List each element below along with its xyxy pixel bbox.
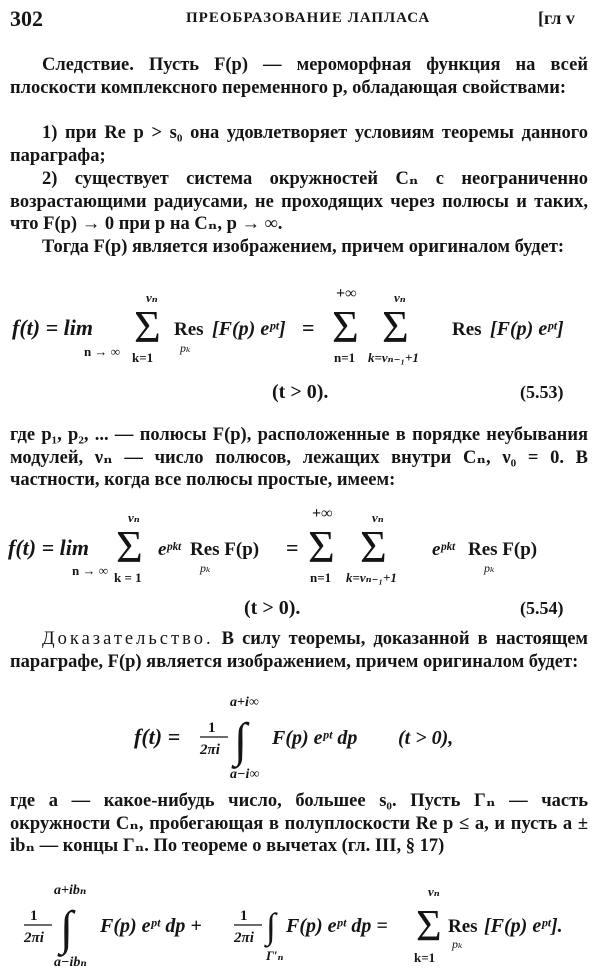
eq554-equals: = [286,535,299,560]
last-integrand-2: F(p) eᵖᵗ dp = [286,915,388,937]
equation-5-53 [0,280,600,410]
eq553-sum1-sign: Σ [134,301,161,352]
corollary-intro [10,54,588,99]
eq553-sum3-sign: Σ [382,301,409,352]
last-frac2-den: 2πi [234,930,254,946]
eq554-res2: Res F(p) [468,539,538,560]
eq554-sum3-upper: νₙ [372,510,384,525]
proof-text: В силу теоремы, доказанной в настоящем параграфе, F(p) является изображением, причем оригиналом будет: [10,629,589,672]
eq554-sum3-lower: k=νₙ₋₁+1 [346,570,397,585]
eq554-lhs: f(t) = lim [8,535,89,560]
last-term: [F(p) eᵖᵗ]. [484,915,563,937]
chapter-marker: [гл v [538,8,575,28]
eq553-sum1-lower: k=1 [132,350,154,365]
eq554-label: (5.54) [520,598,564,618]
eq553-sum1-upper: νₙ [146,290,158,305]
inv-upper-limit: a+i∞ [230,695,259,710]
inv-lhs: f(t) = [134,724,181,749]
eq554-lim-sub: n → ∞ [72,563,108,578]
eq554-res1-sub: pₖ [200,561,211,575]
running-title: ПРЕОБРАЗОВАНИЕ ЛАПЛАСА [186,10,431,26]
eq553-term2: [F(p) eᵖᵗ] [490,318,564,340]
poles-description: где p₁, p₂, ... — полюсы F(p), расположенные в порядке неубывания модулей, νₙ — число полюсов, лежащих внутри Cₙ, ν₀ = 0. В частности, когда все полюсы простые, имеем: [10,425,588,490]
eq553-lim-sub: n → ∞ [84,344,120,359]
eq554-sum3-sign: Σ [360,521,387,572]
eq553-lhs: f(t) = lim [12,315,93,340]
last-res: Res [448,916,478,937]
corollary-item-2: 2) существует система окружностей Cₙ с неограниченно возрастающими радиусами, не проходящих через полюсы и таких, что F(p) → 0 при p на Cₙ, p → ∞. [10,169,588,234]
last-res-sub: pₖ [452,937,463,951]
eq554-sum2-lower: n=1 [310,570,332,585]
last-contour-integral-sign: ∫ [266,906,276,946]
running-header [0,0,600,40]
last-sum-lower: k=1 [414,950,436,965]
eq553-res1: Res [174,319,204,340]
page-number: 302 [10,6,43,31]
equation-inverse-integral [0,692,600,787]
eq554-sum1-lower: k = 1 [114,570,142,585]
last-integral-sign: ∫ [60,902,74,955]
last-frac1-den: 2πi [24,930,44,946]
eq554-term1: eᵖᵏᵗ [158,539,182,560]
eq553-res1-sub: pₖ [180,341,191,355]
eq554-sum2-sign: Σ [308,521,335,572]
equation-5-54 [0,500,600,625]
eq553-sum3-lower: k=νₙ₋₁+1 [368,350,419,365]
eq553-sum3-upper: νₙ [394,290,406,305]
equation-residue-theorem [0,880,600,970]
eq553-sum2-upper: +∞ [336,285,357,302]
eq554-res2-sub: pₖ [484,561,495,575]
eq553-label: (5.53) [520,382,564,402]
corollary-intro-text: Пусть F(p) — мероморфная функция на всей плоскости комплексного переменного p, обладающая свойствами: [10,55,588,98]
inv-frac-den: 2πi [200,742,220,758]
last-sum-sign: Σ [416,901,442,950]
inv-lower-limit: a−i∞ [230,767,260,782]
last-upper-limit: a+ibₙ [54,883,87,898]
contour-description: где a — какое-нибудь число, большее s₀. Пусть Γₙ — часть окружности Cₙ, пробегающая в полуплоскости Re p ≤ a, и пусть a ± ibₙ — концы Γₙ. По теореме о вычетах (гл. III, § 17) [10,791,588,856]
eq553-res2: Res [452,319,482,340]
inv-integral-sign: ∫ [234,714,248,767]
eq554-res1: Res F(p) [190,539,260,560]
eq554-sum1-upper: νₙ [128,510,140,525]
eq554-sum2-upper: +∞ [312,505,333,522]
eq553-equals: = [302,315,315,340]
corollary-heading: Следствие. [42,55,134,75]
last-contour-sub: Γ′ₙ [266,948,284,963]
eq554-condition: (t > 0). [244,597,301,619]
last-lower-limit: a−ibₙ [54,955,87,970]
last-frac1-num: 1 [30,908,38,924]
last-integrand-1: F(p) eᵖᵗ dp + [100,915,202,937]
inv-condition: (t > 0), [398,727,454,749]
last-frac2-num: 1 [240,908,248,924]
corollary-conclusion: Тогда F(p) является изображением, причем оригиналом будет: [42,237,565,257]
eq553-sum2-lower: n=1 [334,350,356,365]
inv-frac-num: 1 [208,720,216,736]
eq554-sum1-sign: Σ [116,521,143,572]
proof-paragraph [10,628,588,673]
eq553-term1: [F(p) eᵖᵗ] [212,318,286,340]
eq554-term2: eᵖᵏᵗ [432,539,456,560]
corollary-item-1: 1) при Re p > s₀ она удовлетворяет условиям теоремы данного параграфа; [10,123,588,166]
last-sum-upper: νₙ [428,884,440,899]
proof-heading: Доказательство. [42,629,214,649]
inv-integrand: F(p) eᵖᵗ dp [272,727,358,749]
eq553-condition: (t > 0). [272,381,329,403]
eq553-sum2-sign: Σ [332,301,359,352]
